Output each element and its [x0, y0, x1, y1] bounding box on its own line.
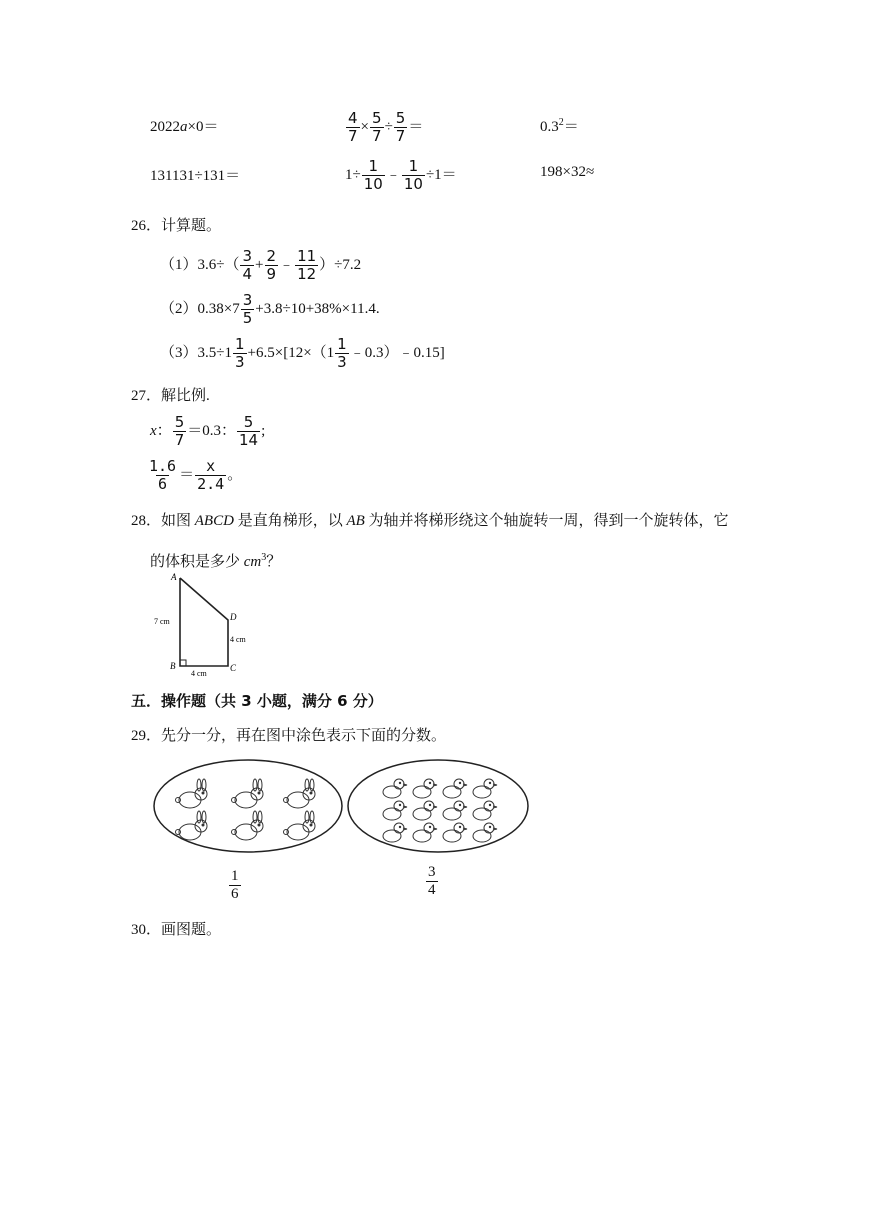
denominator: 14 [239, 431, 259, 449]
fraction [229, 868, 241, 903]
rabbit-icon [284, 779, 316, 808]
denominator: 6 [231, 886, 239, 902]
question-26-part-1 [160, 248, 361, 283]
expression-part: ﹣0.3）﹣0.15] [349, 344, 445, 361]
denominator: 7 [395, 127, 406, 145]
exponent: 3 [261, 552, 267, 563]
rabbit-icon [284, 811, 316, 840]
denominator: 6 [158, 475, 168, 493]
calc-row2-item-a [150, 164, 240, 185]
denominator: 10 [363, 175, 383, 193]
fraction [370, 110, 384, 145]
operator: ×0＝ [187, 119, 219, 135]
denominator: 7 [348, 127, 358, 145]
fraction [240, 248, 254, 283]
expression-part: +6.5×[12×（1 [247, 344, 335, 361]
right-angle-mark [180, 660, 186, 666]
fraction [147, 458, 178, 493]
fraction [402, 158, 425, 193]
side-cd-length: 4 cm [230, 635, 246, 644]
denominator: 5 [242, 309, 253, 327]
calc-row1-item-a [150, 115, 218, 136]
punctuation: 。 [227, 466, 243, 483]
expression-part: 1÷ [345, 166, 361, 183]
duck-icon [443, 823, 467, 842]
vertex-d-label: D [230, 612, 237, 622]
question-30-title: 30．画图题。 [131, 922, 222, 938]
vertex-b-label: B [170, 661, 176, 671]
text: ？ [266, 554, 282, 570]
expression-part: （1）3.6÷（ [160, 256, 240, 273]
section-5-title: 五．操作题（共 3 小题，满分 6 分） [131, 692, 383, 710]
numerator: 1 [408, 157, 419, 175]
number: 0.3 [540, 119, 559, 135]
denominator: 2.4 [197, 475, 225, 493]
punctuation: ; [261, 422, 266, 439]
question-26-title: 26．计算题。 [131, 218, 222, 234]
duck-icon [443, 779, 467, 798]
label: AB [346, 513, 365, 529]
fraction [335, 336, 349, 371]
fraction [241, 292, 255, 327]
question-27-equation-2 [146, 458, 242, 493]
numerator: 1 [368, 157, 379, 175]
rabbit-icon [232, 811, 264, 840]
fraction [362, 158, 385, 193]
question-26-part-3 [160, 336, 445, 371]
fraction [394, 110, 408, 145]
variable: x [150, 422, 157, 439]
rabbit-icon [176, 779, 208, 808]
text: 是直角梯形，以 [233, 513, 347, 529]
text: 的体积是多少 [150, 554, 244, 570]
denominator: 12 [297, 265, 317, 283]
denominator: 10 [403, 175, 423, 193]
fraction [426, 864, 438, 899]
expression-part: （3）3.5÷1 [160, 344, 232, 361]
fraction [346, 110, 360, 145]
operator: ﹣ [385, 166, 401, 183]
numerator: 5 [243, 413, 254, 431]
duck-icon [413, 801, 437, 820]
label: ABCD [194, 513, 234, 529]
operator: ： [156, 422, 172, 439]
duck-icon [383, 801, 407, 820]
number: 2022 [150, 119, 180, 135]
operator: × [360, 118, 370, 135]
denominator: 7 [372, 127, 382, 145]
right-fraction-label [425, 864, 439, 899]
rabbit-icon [176, 811, 208, 840]
expression: 198×32≈ [540, 164, 595, 180]
operator: ＝ [408, 118, 424, 135]
text: 为轴并将梯形绕这个轴旋转一周，得到一个旋转体，它 [364, 513, 729, 529]
numerator: x [206, 457, 216, 475]
duck-icon [413, 823, 437, 842]
calc-row2-item-c [540, 164, 594, 181]
expression-part: （2）0.38×7 [160, 300, 240, 317]
question-27-equation-1 [150, 414, 265, 449]
fraction [237, 414, 260, 449]
duck-icon [383, 779, 407, 798]
operator: + [255, 256, 264, 273]
variable: a [180, 119, 188, 135]
denominator: 9 [266, 265, 277, 283]
numerator: 1 [234, 335, 245, 353]
expression-part: ÷1＝ [425, 166, 457, 183]
duck-icon [473, 801, 497, 820]
expression-part: +3.8÷10+38%×11.4. [255, 300, 380, 317]
numerator: 1 [337, 335, 347, 353]
operator: ÷ [384, 118, 393, 135]
expression-part: ＝0.3： [187, 422, 236, 439]
trapezoid-figure [148, 568, 258, 680]
duck-icon [473, 779, 497, 798]
exponent: 2 [558, 117, 564, 128]
text: 28．如图 [131, 513, 195, 529]
fraction [295, 248, 318, 283]
denominator: 7 [174, 431, 185, 449]
side-ab-length: 7 cm [154, 617, 170, 626]
fraction [265, 248, 279, 283]
rabbit-icon [232, 779, 264, 808]
denominator: 3 [337, 353, 347, 371]
fraction [195, 458, 226, 493]
question-29-title: 29．先分一分，再在图中涂色表示下面的分数。 [131, 728, 447, 744]
expression: 131131÷131＝ [150, 168, 241, 184]
question-26-part-2 [160, 292, 380, 327]
numerator: 2 [266, 247, 277, 265]
vertex-a-label: A [171, 572, 177, 582]
duck-icon [383, 823, 407, 842]
vertex-c-label: C [230, 663, 237, 673]
duck-icon [473, 823, 497, 842]
denominator: 4 [428, 882, 436, 898]
operator: ﹣ [279, 256, 295, 273]
numerator: 1.6 [149, 457, 177, 475]
expression-part: ）÷7.2 [319, 256, 362, 273]
denominator: 3 [234, 353, 245, 371]
question-28-line-1 [131, 509, 729, 530]
operator: ＝ [179, 466, 195, 483]
operator: ＝ [563, 119, 579, 135]
numerator: 5 [372, 109, 382, 127]
numerator: 3 [242, 291, 253, 309]
numerator: 3 [428, 864, 436, 880]
rabbit-group [176, 779, 316, 840]
numerator: 5 [174, 413, 185, 431]
fraction-shading-figure [152, 758, 536, 898]
right-oval [348, 760, 528, 852]
unit: cm [243, 554, 262, 570]
trapezoid-outline [180, 578, 228, 666]
question-27-title: 27．解比例. [131, 388, 210, 404]
duck-group [383, 779, 497, 842]
side-bc-length: 4 cm [191, 669, 207, 678]
fraction [173, 414, 187, 449]
denominator: 4 [242, 265, 253, 283]
numerator: 4 [348, 109, 358, 127]
numerator: 5 [395, 109, 406, 127]
calc-row1-item-c [540, 115, 579, 136]
duck-icon [413, 779, 437, 798]
fraction [233, 336, 247, 371]
left-fraction-label [228, 868, 242, 903]
numerator: 1 [231, 868, 239, 884]
calc-row2-item-b [345, 158, 457, 193]
numerator: 3 [242, 247, 253, 265]
numerator: 11 [297, 247, 317, 265]
calc-row1-item-b [345, 110, 423, 145]
duck-icon [443, 801, 467, 820]
